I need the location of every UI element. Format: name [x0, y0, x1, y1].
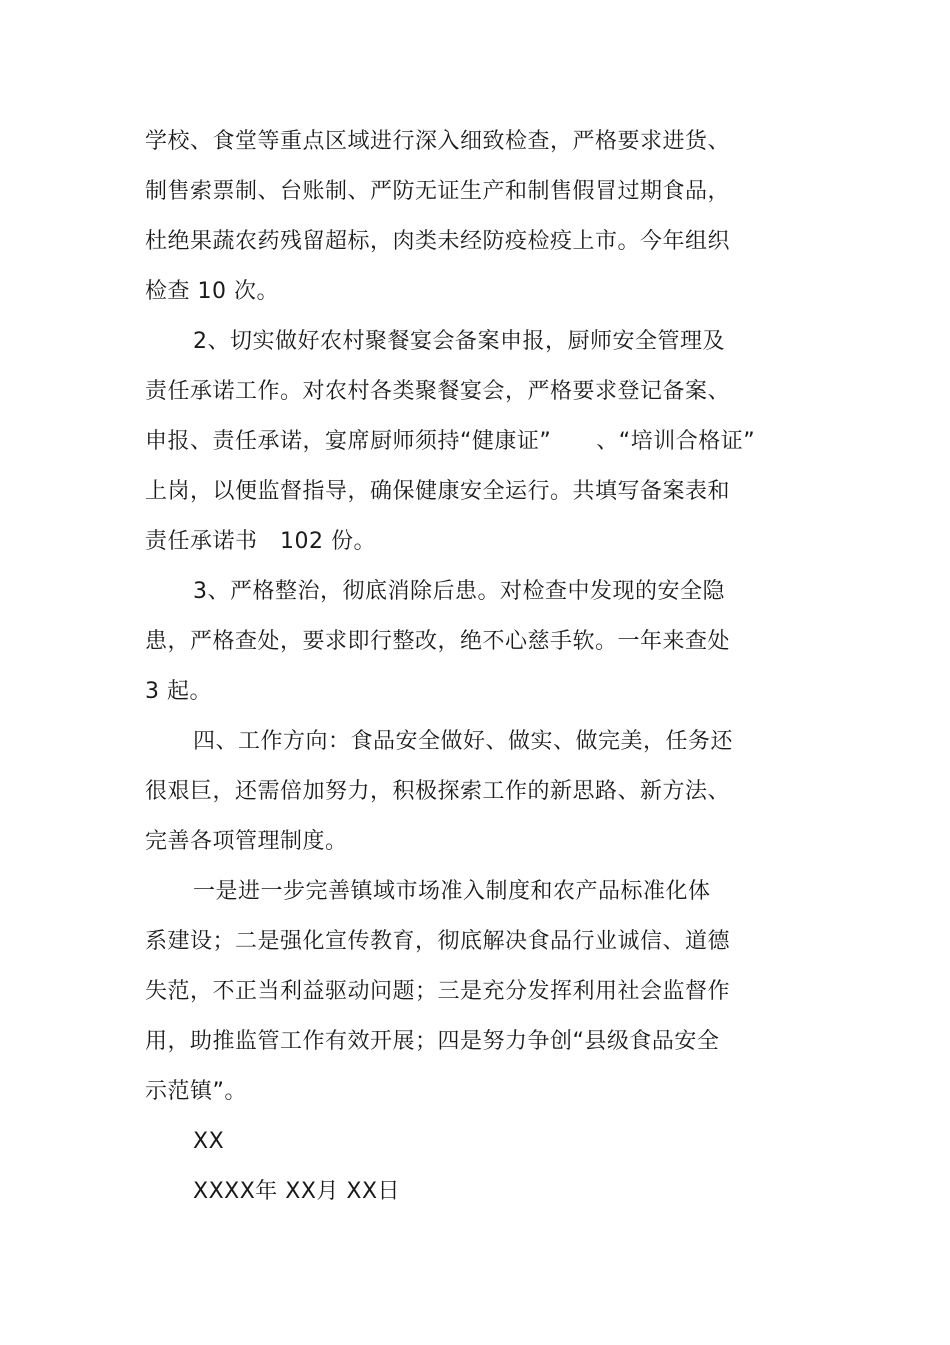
paragraph-start-line: 2、切实做好农村聚餐宴会备案申报，厨师安全管理及	[193, 329, 725, 354]
body-line: 患，严格查处，要求即行整改，绝不心慈手软。一年来查处	[145, 629, 731, 654]
body-line: 用，助推监管工作有效开展；四是努力争创“县级食品安全	[145, 1029, 720, 1054]
body-line: 检查 10 次。	[145, 279, 279, 304]
body-line: 制售索票制、台账制、严防无证生产和制售假冒过期食品，	[145, 179, 731, 204]
body-line: 责任承诺工作。对农村各类聚餐宴会，严格要求登记备案、	[145, 379, 731, 404]
paragraph-start-line: 3、严格整治，彻底消除后患。对检查中发现的安全隐	[193, 579, 725, 604]
paragraph-start-line: 四、工作方向：食品安全做好、做实、做完美，任务还	[193, 729, 734, 754]
body-line: 很艰巨，还需倍加努力，积极探索工作的新思路、新方法、	[145, 779, 731, 804]
body-line: 责任承诺书 102 份。	[145, 529, 376, 554]
body-line: 申报、责任承诺，宴席厨师须持“健康证” 、“培训合格证”	[145, 429, 756, 454]
signature-name: XX	[193, 1129, 225, 1154]
signature-date: XXXX年 XX月 XX日	[193, 1179, 401, 1204]
body-line: 3 起。	[145, 679, 212, 704]
body-line: 学校、食堂等重点区域进行深入细致检查，严格要求进货、	[145, 129, 731, 154]
body-line: 失范，不正当利益驱动问题；三是充分发挥利用社会监督作	[145, 979, 731, 1004]
body-line: 上岗，以便监督指导，确保健康安全运行。共填写备案表和	[145, 479, 731, 504]
body-line: 示范镇”。	[145, 1079, 247, 1104]
body-line: 完善各项管理制度。	[145, 829, 348, 854]
body-line: 系建设；二是强化宣传教育，彻底解决食品行业诚信、道德	[145, 929, 731, 954]
body-line: 杜绝果蔬农药残留超标，肉类未经防疫检疫上市。今年组织	[145, 229, 731, 254]
paragraph-start-line: 一是进一步完善镇域市场准入制度和农产品标准化体	[193, 879, 711, 904]
